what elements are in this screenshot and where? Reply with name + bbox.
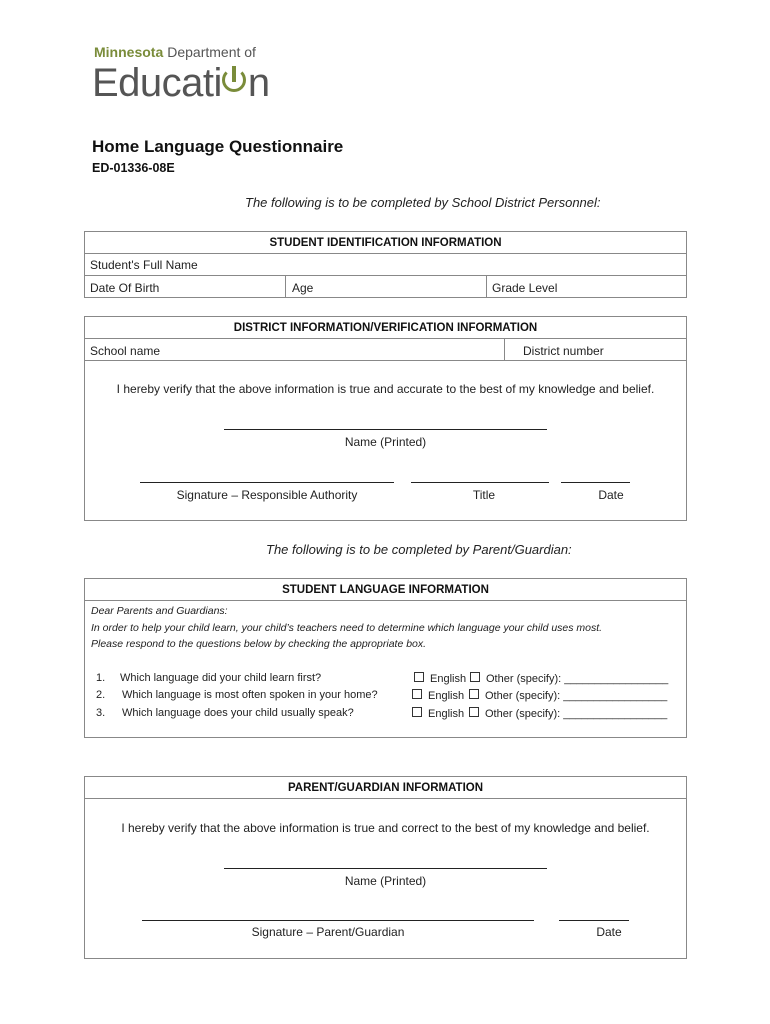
greeting: Dear Parents and Guardians: bbox=[91, 605, 228, 617]
parent-name-printed-label: Name (Printed) bbox=[344, 874, 427, 888]
divider bbox=[84, 600, 687, 601]
option-other-label: Other (specify): _________________ bbox=[486, 673, 669, 685]
parent-verify-text: I hereby verify that the above information is true and correct to the best of my knowledge and belief. bbox=[121, 821, 650, 835]
intro-line-2: Please respond to the questions below by checking the appropriate box. bbox=[91, 638, 427, 650]
divider bbox=[486, 275, 487, 298]
question-number: 3. bbox=[96, 707, 106, 719]
intro-line-1: In order to help your child learn, your child’s teachers need to determine which language your child uses most. bbox=[91, 622, 603, 634]
checkbox-icon[interactable] bbox=[469, 707, 479, 717]
power-icon-bar bbox=[232, 66, 236, 82]
question-number: 1. bbox=[96, 672, 106, 684]
parent-name-printed-line[interactable] bbox=[224, 868, 547, 869]
question-text: Which language is most often spoken in your home? bbox=[122, 689, 378, 701]
option-other-label: Other (specify): _________________ bbox=[485, 690, 668, 702]
checkbox-icon[interactable] bbox=[414, 672, 424, 682]
parent-date-label: Date bbox=[596, 925, 622, 939]
option-english[interactable] bbox=[412, 689, 464, 702]
logo-education-prefix: Educati bbox=[92, 61, 222, 105]
divider bbox=[84, 338, 687, 339]
language-header: STUDENT LANGUAGE INFORMATION bbox=[282, 584, 489, 596]
logo-state: Minnesota bbox=[94, 44, 164, 60]
checkbox-icon[interactable] bbox=[412, 707, 422, 717]
question-text: Which language does your child usually speak? bbox=[122, 707, 354, 719]
option-english-label: English bbox=[428, 708, 465, 720]
district-number-field[interactable]: District number bbox=[523, 344, 604, 358]
option-other[interactable] bbox=[469, 689, 667, 702]
parent-header: PARENT/GUARDIAN INFORMATION bbox=[287, 782, 484, 794]
form-code: ED-01336-08E bbox=[92, 161, 175, 175]
name-printed-line[interactable] bbox=[224, 429, 547, 430]
district-instruction: The following is to be completed by School District Personnel: bbox=[245, 195, 601, 210]
age-field[interactable]: Age bbox=[292, 281, 314, 295]
student-full-name-field[interactable]: Student's Full Name bbox=[90, 258, 198, 272]
option-english-label: English bbox=[428, 690, 465, 702]
date-of-birth-field[interactable]: Date Of Birth bbox=[90, 281, 160, 295]
parent-date-line[interactable] bbox=[559, 920, 629, 921]
option-english[interactable] bbox=[412, 707, 464, 720]
district-header: DISTRICT INFORMATION/VERIFICATION INFORMATION bbox=[233, 322, 538, 334]
question-number: 2. bbox=[96, 689, 106, 701]
option-english[interactable] bbox=[414, 672, 466, 685]
title-line[interactable] bbox=[411, 482, 549, 483]
divider bbox=[84, 253, 687, 254]
divider bbox=[504, 338, 505, 360]
logo-dept: Department of bbox=[167, 44, 256, 60]
student-id-header: STUDENT IDENTIFICATION INFORMATION bbox=[269, 237, 502, 249]
divider bbox=[84, 798, 687, 799]
parent-signature-line[interactable] bbox=[142, 920, 534, 921]
authority-signature-label: Signature – Responsible Authority bbox=[176, 488, 358, 502]
authority-signature-line[interactable] bbox=[140, 482, 394, 483]
date-line[interactable] bbox=[561, 482, 630, 483]
option-other[interactable] bbox=[470, 672, 668, 685]
divider bbox=[84, 275, 687, 276]
title-label: Title bbox=[472, 488, 496, 502]
page-title: Home Language Questionnaire bbox=[92, 137, 344, 156]
option-other[interactable] bbox=[469, 707, 667, 720]
checkbox-icon[interactable] bbox=[470, 672, 480, 682]
name-printed-label: Name (Printed) bbox=[344, 435, 427, 449]
divider bbox=[84, 360, 687, 361]
option-other-label: Other (specify): _________________ bbox=[485, 708, 668, 720]
option-english-label: English bbox=[430, 673, 467, 685]
parent-signature-label: Signature – Parent/Guardian bbox=[251, 925, 405, 939]
divider bbox=[285, 275, 286, 298]
parent-instruction: The following is to be completed by Parent/Guardian: bbox=[266, 542, 572, 557]
checkbox-icon[interactable] bbox=[412, 689, 422, 699]
logo-department-line bbox=[94, 44, 256, 60]
question-text: Which language did your child learn first? bbox=[120, 672, 322, 684]
logo-education-suffix: n bbox=[247, 61, 270, 105]
checkbox-icon[interactable] bbox=[469, 689, 479, 699]
district-verify-text: I hereby verify that the above information is true and accurate to the best of my knowledge and belief. bbox=[116, 382, 655, 396]
school-name-field[interactable]: School name bbox=[90, 344, 161, 358]
date-label: Date bbox=[598, 488, 624, 502]
grade-level-field[interactable]: Grade Level bbox=[492, 281, 558, 295]
